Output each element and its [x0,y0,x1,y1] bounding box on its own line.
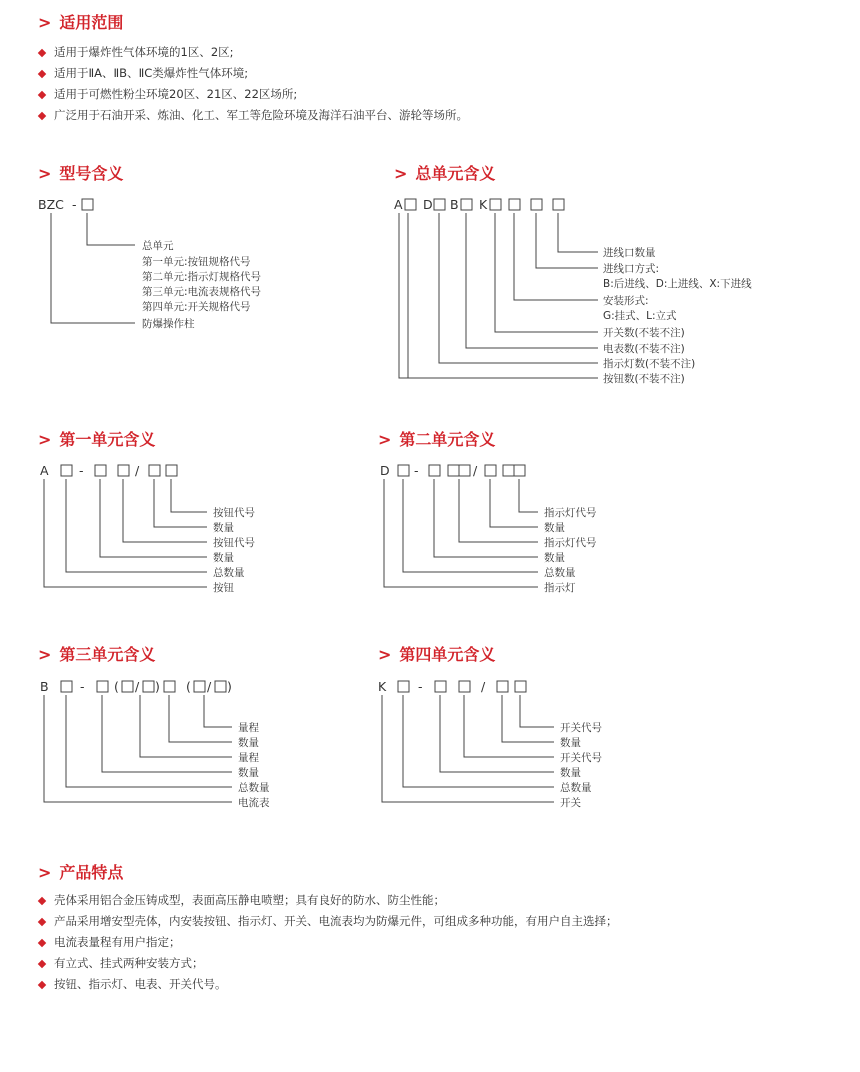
total-label: B:后进线、D:上进线、X:下进线 [603,278,752,290]
diamond-bullet-icon [38,939,46,947]
diagram-label: 量程 [238,752,259,764]
model-label: 防爆操作柱 [142,318,195,330]
diagram-label: 总数量 [560,782,592,794]
diagram-label: 数量 [560,767,581,779]
leader-line [440,695,554,772]
section-title-total: > 总单元含义 [394,164,496,183]
section-title-unit4: > 第四单元含义 [378,645,496,664]
list-item: 有立式、挂式两种安装方式； [38,953,618,974]
model-label: 第二单元:指示灯规格代号 [142,271,262,283]
diamond-bullet-icon [38,960,46,968]
code-glyph: / [473,463,478,478]
model-dash: - [72,197,77,212]
code-glyph: B [40,679,49,694]
model-label: 第一单元:按钮规格代号 [142,256,251,268]
leader-line [403,695,554,787]
code-placeholder-box [398,681,409,692]
diagram-label: 指示灯代号 [544,537,597,549]
list-item: 电流表量程有用户指定； [38,932,618,953]
total-label: 按钮数(不装不注) [603,373,685,385]
total-letter-k: K [479,197,488,212]
total-label: G:挂式、L:立式 [603,310,677,322]
code-glyph: / [481,679,486,694]
list-item: 按钮、指示灯、电表、开关代号。 [38,974,618,995]
leader-line [520,695,554,727]
model-label: 第四单元:开关规格代号 [142,301,251,313]
code-glyph: - [418,679,423,694]
code-glyph: ) [227,679,232,694]
diagram-label: 按钮代号 [213,507,255,519]
total-letter-d: D [423,197,433,212]
section-title-unit3: > 第三单元含义 [38,645,156,664]
diagram-label: 数量 [560,737,581,749]
diagram-label: 电流表 [238,797,270,809]
total-label: 进线口数量 [603,247,656,259]
diagram-label: 总数量 [213,567,245,579]
code-glyph: - [80,679,85,694]
diagram-label: 数量 [213,552,234,564]
code-placeholder-box [435,681,446,692]
code-placeholder-box [459,681,470,692]
total-letter-b: B [450,197,459,212]
arrow-icon: > [38,164,52,183]
diamond-bullet-icon [38,897,46,905]
list-item: 广泛用于石油开采、炼油、化工、军工等危险环境及海洋石油平台、游轮等场所。 [38,105,468,126]
code-glyph: ( [186,679,191,694]
diagram-label: 指示灯 [544,582,576,594]
total-label: 电表数(不装不注) [603,343,685,355]
section-title-model: > 型号含义 [38,164,124,183]
diagram-label: 量程 [238,722,259,734]
section-title-scope: > 适用范围 [38,13,124,32]
arrow-icon: > [38,13,52,32]
diagram-label: 按钮 [213,582,234,594]
diagram-label: 开关 [560,797,581,809]
diagram-label: 开关代号 [560,722,602,734]
model-code-prefix: BZC [38,197,64,212]
total-label: 开关数(不装不注) [603,327,685,339]
diagram-label: 总数量 [544,567,576,579]
leader-line [464,695,554,757]
code-glyph: ( [114,679,119,694]
diagram-label: 按钮代号 [213,537,255,549]
leader-line [502,695,554,742]
diagram-label: 数量 [213,522,234,534]
code-glyph: A [40,463,49,478]
code-glyph: / [135,679,140,694]
section-title-unit1: > 第一单元含义 [38,430,156,449]
section-title-features: > 产品特点 [38,863,124,882]
code-glyph: K [378,679,387,694]
arrow-icon: > [394,164,408,183]
section-title-unit2: > 第二单元含义 [378,430,496,449]
list-item: 产品采用增安型壳体，内安装按钮、指示灯、开关、电流表均为防爆元件，可组成多种功能，有用户自主选择； [38,911,618,932]
diagram-label: 数量 [238,767,259,779]
code-placeholder-box [515,681,526,692]
diamond-bullet-icon [38,981,46,989]
code-glyph: D [380,463,390,478]
code-glyph: - [414,463,419,478]
diagram-label: 数量 [544,522,565,534]
model-label: 总单元 [142,240,174,252]
diamond-bullet-icon [38,918,46,926]
total-label: 安装形式: [603,295,649,307]
features-list [38,890,618,995]
arrow-icon: > [38,645,52,664]
list-item: 适用于爆炸性气体环境的1区、2区; [38,42,468,63]
leader-line [382,695,554,802]
total-label: 进线口方式: [603,263,660,275]
code-glyph: - [79,463,84,478]
diagram-label: 数量 [238,737,259,749]
arrow-icon: > [38,430,52,449]
diagram-label: 数量 [544,552,565,564]
code-glyph: ) [155,679,160,694]
arrow-icon: > [38,863,52,882]
code-placeholder-box [497,681,508,692]
list-item: 适用于ⅡA、ⅡB、ⅡC类爆炸性气体环境; [38,63,468,84]
code-glyph: / [207,679,212,694]
code-glyph: / [135,463,140,478]
arrow-icon: > [378,430,392,449]
model-label: 第三单元:电流表规格代号 [142,286,262,298]
diagram-label: 总数量 [238,782,270,794]
diagram-label: 指示灯代号 [544,507,597,519]
total-letter-a: A [394,197,403,212]
list-item: 壳体采用铝合金压铸成型，表面高压静电喷塑；具有良好的防水、防尘性能； [38,890,618,911]
diagram-label: 开关代号 [560,752,602,764]
list-item: 适用于可燃性粉尘环境20区、21区、22区场所; [38,84,468,105]
arrow-icon: > [378,645,392,664]
total-label: 指示灯数(不装不注) [603,358,696,370]
